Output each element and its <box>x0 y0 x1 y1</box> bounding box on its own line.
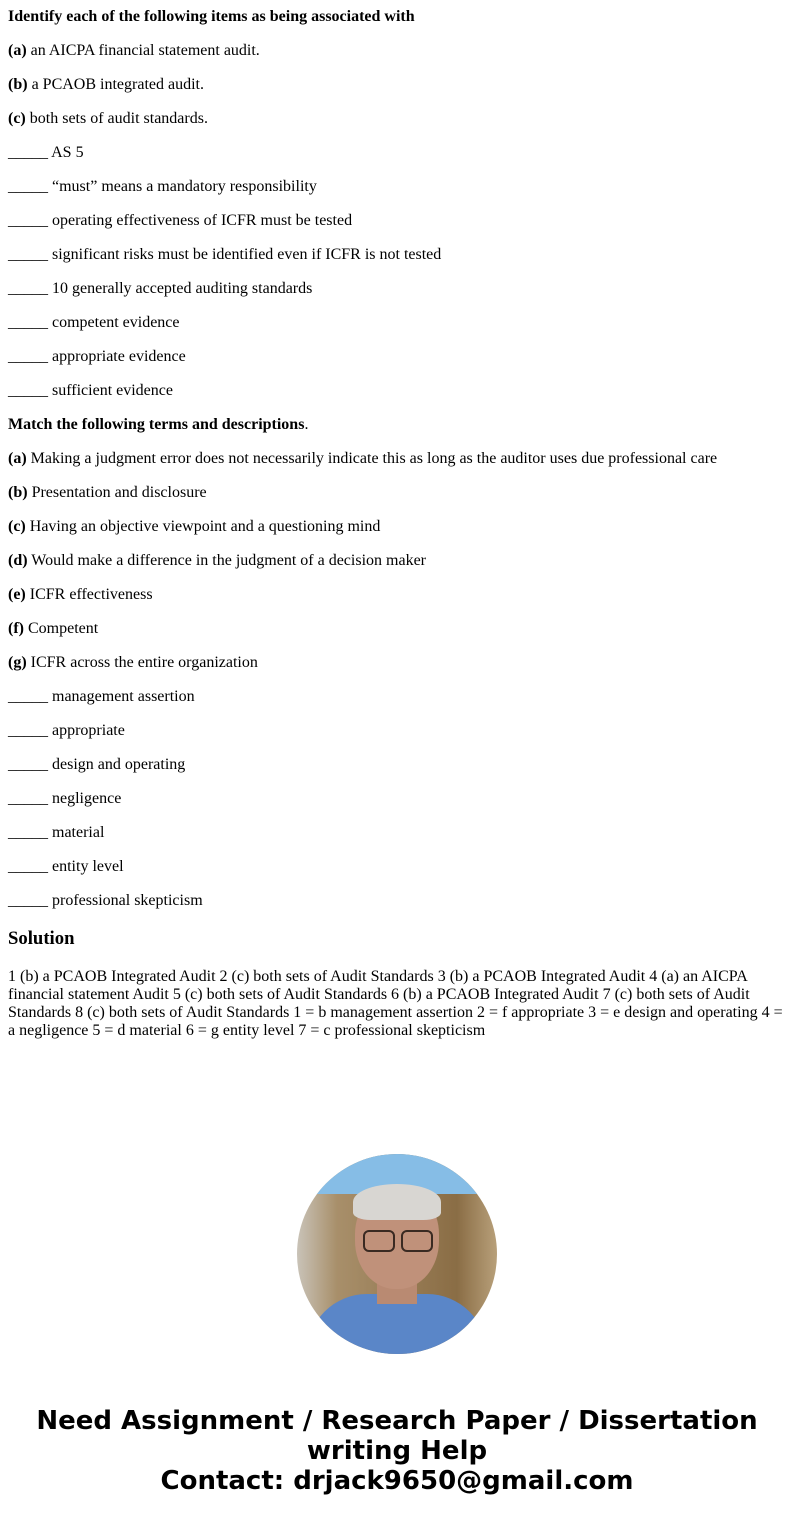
option: (c) Having an objective viewpoint and a questioning mind <box>8 518 381 535</box>
blank-item: _____ 10 generally accepted auditing standards <box>8 280 313 297</box>
option: (c) both sets of audit standards. <box>8 110 208 127</box>
blank-item: _____ negligence <box>8 790 122 807</box>
glasses-right <box>401 1230 433 1252</box>
blank-item: _____ appropriate <box>8 722 125 739</box>
option: (a) Making a judgment error does not necessarily indicate this as long as the auditor uses due professional care <box>8 450 718 467</box>
photo-hair <box>353 1184 441 1220</box>
author-photo-container <box>8 1154 786 1354</box>
blank-item: _____ sufficient evidence <box>8 382 173 399</box>
option: (a) an AICPA financial statement audit. <box>8 42 260 59</box>
glasses-left <box>363 1230 395 1252</box>
option: (b) a PCAOB integrated audit. <box>8 76 204 93</box>
question-2-title: Match the following terms and descriptions. <box>8 416 309 433</box>
blank-item: _____ appropriate evidence <box>8 348 186 365</box>
question-1-title: Identify each of the following items as being associated with <box>8 8 415 25</box>
option: (e) ICFR effectiveness <box>8 586 153 603</box>
blank-item: _____ competent evidence <box>8 314 180 331</box>
solution-heading: Solution <box>8 928 75 949</box>
option: (g) ICFR across the entire organization <box>8 654 258 671</box>
footer-contact: Contact: drjack9650@gmail.com <box>160 1466 634 1496</box>
blank-item: _____ professional skepticism <box>8 892 203 909</box>
option: (d) Would make a difference in the judgment of a decision maker <box>8 552 426 569</box>
blank-item: _____ material <box>8 824 105 841</box>
blank-item: _____ design and operating <box>8 756 186 773</box>
blank-item: _____ operating effectiveness of ICFR must be tested <box>8 212 353 229</box>
footer-tagline: Need Assignment / Research Paper / Dissertation writing Help <box>36 1406 758 1466</box>
option: (b) Presentation and disclosure <box>8 484 207 501</box>
blank-item: _____ significant risks must be identified even if ICFR is not tested <box>8 246 442 263</box>
option: (f) Competent <box>8 620 99 637</box>
blank-item: _____ entity level <box>8 858 124 875</box>
contact-footer <box>8 1406 786 1496</box>
blank-item: _____ AS 5 <box>8 144 84 161</box>
author-photo <box>297 1154 497 1354</box>
blank-item: _____ “must” means a mandatory responsibility <box>8 178 317 195</box>
solution-text: 1 (b) a PCAOB Integrated Audit 2 (c) both sets of Audit Standards 3 (b) a PCAOB Integrated Audit 4 (a) an AICPA financial statement Audit 5 (c) both sets of Audit Standards 6 (b) a PCAOB Integrated Audit 7 (c) both sets of Audit Standards 8 (c) both sets of Audit Standards 1 = b management assertion 2 = f appropriate 3 = e design and operating 4 = a negligence 5 = d material 6 = g entity level 7 = c professional skepticism <box>8 968 783 1039</box>
blank-item: _____ management assertion <box>8 688 195 705</box>
